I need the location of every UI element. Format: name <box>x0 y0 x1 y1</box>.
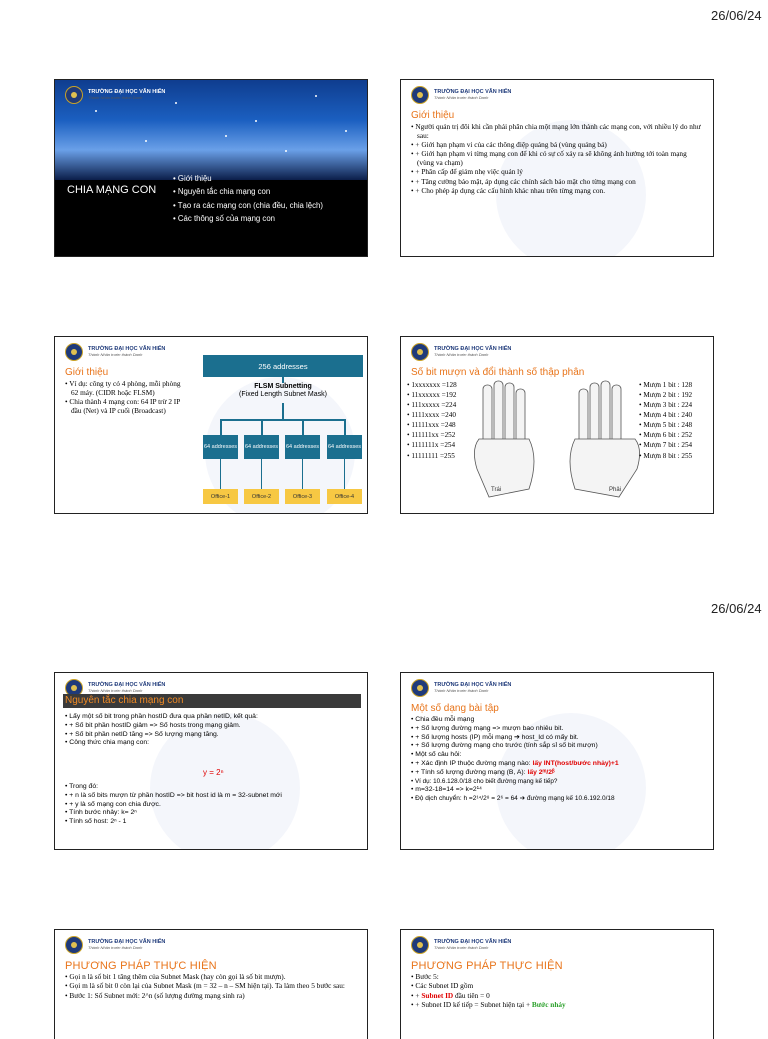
borrow-item: • Mượn 3 bit : 224 <box>639 400 692 410</box>
borrow-item: • Mượn 1 bit : 128 <box>639 380 692 390</box>
university-name: TRƯỜNG ĐẠI HỌC VĂN HIẾN <box>434 682 512 689</box>
address-block: 256 addresses <box>203 355 363 377</box>
agenda-item: • Các thông số của mạng con <box>173 212 323 225</box>
bullet-item <box>411 992 705 1001</box>
slide-bit-borrow <box>400 336 714 514</box>
hands-illustration-icon <box>469 379 645 509</box>
agenda-item: • Nguyên tắc chia mạng con <box>173 185 323 198</box>
subnet-box: 64 addresses <box>327 435 362 459</box>
slide-intro-example <box>54 336 368 514</box>
bullet-item: • + Cho phép áp dụng các cấu hình khác nhau trên từng mạng con. <box>411 187 705 196</box>
university-motto: Thành Nhân trước thành Danh <box>434 944 489 950</box>
university-motto: Thành Nhân trước thành Danh <box>88 944 143 950</box>
bullet-item: • m=32-18=14 => k=2¹⁴ <box>411 786 705 794</box>
agenda-item: • Tạo ra các mạng con (chia đều, chia lệch) <box>173 199 323 212</box>
slide-heading: Số bit mượn và đổi thành số thập phân <box>411 367 585 378</box>
slide-heading: Một số dạng bài tập <box>411 703 499 714</box>
bullet-list <box>411 123 705 197</box>
office-box: Office-4 <box>327 489 362 504</box>
slide-heading: Giới thiệu <box>411 110 455 121</box>
bullet-item: • Tính bước nhảy: k= 2ⁿ <box>65 809 359 817</box>
university-logo-icon <box>411 936 429 954</box>
step-text: + <box>415 990 422 1000</box>
hand-label-left: Trái <box>491 487 502 493</box>
university-motto: Thành Nhân trước thành Danh <box>434 687 489 693</box>
university-logo-icon <box>65 86 83 104</box>
bullet-item: • + Số lượng đường mạng => mượn bao nhiêu bit. <box>411 725 705 733</box>
bullet-item: • Độ dịch chuyển: h =2¹⁴/2⁸ = 2⁶ = 64 ➔ đường mạng kế 10.6.192.0/18 <box>411 795 705 803</box>
university-name: TRƯỜNG ĐẠI HỌC VĂN HIẾN <box>88 346 166 353</box>
university-name: TRƯỜNG ĐẠI HỌC VĂN HIẾN <box>434 346 512 353</box>
university-name: TRƯỜNG ĐẠI HỌC VĂN HIẾN <box>434 939 512 946</box>
subnet-box: 64 addresses <box>203 435 238 459</box>
flsm-name: FLSM Subnetting <box>254 383 312 390</box>
slide-method <box>54 929 368 1039</box>
university-name: TRƯỜNG ĐẠI HỌC VĂN HIẾN <box>88 682 166 689</box>
bullet-item: • Ví dụ: 10.6.128.0/18 cho biết đường mạng kế tiếp? <box>411 778 705 785</box>
bullet-item: • + Số bit phần netID tăng => Số lượng mạng tăng. <box>65 731 359 739</box>
binary-item: • 111xxxxx =224 <box>407 400 457 410</box>
bullet-item: • Trong đó: <box>65 783 359 791</box>
borrow-item: • Mượn 2 bit : 192 <box>639 390 692 400</box>
bullet-item <box>411 760 705 768</box>
university-logo-icon <box>411 86 429 104</box>
borrow-item: • Mượn 8 bit : 255 <box>639 451 692 461</box>
office-box: Office-2 <box>244 489 279 504</box>
bullet-item: • Một số câu hỏi: <box>411 751 705 759</box>
bullet-item: • Các Subnet ID gồm <box>411 982 705 991</box>
university-motto: Thành Nhân trước thành Danh <box>434 94 489 100</box>
office-box: Office-1 <box>203 489 238 504</box>
bullet-item: • Tính số host: 2ⁿ - 1 <box>65 818 359 826</box>
university-motto: Thành Nhân trước thành Danh <box>88 687 143 693</box>
bullet-item: • + Tăng cường bảo mật, áp dụng các chính sách bảo mật cho từng mạng con <box>411 178 705 187</box>
binary-item: • 1xxxxxxx =128 <box>407 380 457 390</box>
page-date: 26/06/24 <box>711 8 762 23</box>
slide-heading: Giới thiệu <box>65 367 109 378</box>
subnet-box: 64 addresses <box>244 435 279 459</box>
step-highlight: Bước nhảy <box>531 1000 566 1010</box>
page-date: 26/06/24 <box>711 601 762 616</box>
bullet-item: • + Giới hạn phạm vi từng mạng con để khi có sự cố xảy ra sẽ không ảnh hưởng tới toàn mạng (vùng va chạm) <box>411 150 705 167</box>
binary-item: • 11111111 =255 <box>407 451 457 461</box>
bullet-list <box>411 973 705 1011</box>
step-text: + Subnet ID kế tiếp = Subnet hiện tại + <box>415 1000 532 1010</box>
bullet-item: • Công thức chia mạng con: <box>65 739 359 747</box>
bullet-item: • Chia thành 4 mạng con: 64 IP trừ 2 IP đầu (Net) và IP cuối (Broadcast) <box>65 398 187 415</box>
office-box: Office-3 <box>285 489 320 504</box>
bullet-item: • + Số lượng đường mạng cho trước (tính sắp sỉ số bit mượn) <box>411 742 705 750</box>
subnet-formula: y = 2ⁿ <box>203 768 224 777</box>
bullet-item: • Gọi m là số bit 0 còn lại của Subnet Mask (m = 32 – n – SM hiện tại). Ta làm theo 5 bước sau: <box>65 982 359 991</box>
university-name: TRƯỜNG ĐẠI HỌC VĂN HIẾN <box>88 89 166 96</box>
bullet-list <box>65 783 359 827</box>
borrow-item: • Mượn 4 bit : 240 <box>639 410 692 420</box>
bullet-item: • + Số bit phần hostID giảm => Số hosts trong mạng giảm. <box>65 722 359 730</box>
university-name: TRƯỜNG ĐẠI HỌC VĂN HIẾN <box>88 939 166 946</box>
bullet-list <box>65 380 187 416</box>
bullet-item: • Ví dụ: công ty có 4 phòng, mỗi phòng 62 máy. (CIDR hoặc FLSM) <box>65 380 187 397</box>
bullet-item: • Bước 5: <box>411 973 705 982</box>
binary-list <box>407 380 457 461</box>
borrow-list <box>639 380 692 461</box>
question-text: + Tính số lượng đường mạng (B, A): <box>415 768 528 776</box>
bullet-item <box>411 1001 705 1010</box>
bullet-item: • + n là số bits mượn từ phần hostID => bit host id là m = 32-subnet mới <box>65 792 359 800</box>
university-logo-icon <box>411 343 429 361</box>
slide-title-text: CHIA MẠNG CON <box>67 184 157 196</box>
slide-principle <box>54 672 368 850</box>
slide-exercises <box>400 672 714 850</box>
university-motto: Thành Nhân trước thành Danh <box>434 351 489 357</box>
question-text: + Xác định IP thuộc đường mạng nào: <box>415 760 533 768</box>
binary-item: • 11xxxxxx =192 <box>407 390 457 400</box>
bullet-list <box>65 973 359 1001</box>
bullet-item: • Lấy một số bit trong phần hostID đưa qua phần netID, kết quả: <box>65 713 359 721</box>
bullet-item: • Người quản trị đôi khi cần phải phân chia một mạng lớn thành các mạng con, với nhiều lý do như sau: <box>411 123 705 140</box>
bullet-item: • + Phân cấp để giảm nhẹ việc quản lý <box>411 168 705 177</box>
bullet-item: • + y là số mạng con chia được. <box>65 801 359 809</box>
agenda-list <box>173 172 323 225</box>
borrow-item: • Mượn 5 bit : 248 <box>639 420 692 430</box>
bullet-item <box>411 769 705 777</box>
flsm-label <box>203 383 363 400</box>
slide-intro <box>400 79 714 257</box>
university-header <box>65 86 165 104</box>
university-name: TRƯỜNG ĐẠI HỌC VĂN HIẾN <box>434 89 512 96</box>
university-logo-icon <box>411 679 429 697</box>
bullet-list <box>65 713 359 748</box>
slide-heading: PHƯƠNG PHÁP THỰC HIỆN <box>65 960 217 972</box>
hand-label-right: Phải <box>609 487 622 493</box>
borrow-item: • Mượn 7 bit : 254 <box>639 440 692 450</box>
university-logo-icon <box>65 343 83 361</box>
binary-item: • 11111xxx =248 <box>407 420 457 430</box>
university-motto: Thành Nhân trước thành Danh <box>88 351 143 357</box>
binary-item: • 1111xxxx =240 <box>407 410 457 420</box>
slide-title <box>54 79 368 257</box>
slide-method-step5 <box>400 929 714 1039</box>
university-motto: Thành Nhân trước thành Danh <box>88 94 143 100</box>
question-answer: lấy INT(host/bước nhảy)+1 <box>532 760 619 768</box>
slide-heading: PHƯƠNG PHÁP THỰC HIỆN <box>411 960 563 972</box>
question-answer: lấy 2ᵐ/2ᵝ <box>527 768 555 776</box>
subnet-box: 64 addresses <box>285 435 320 459</box>
bullet-item: • Bước 1: Số Subnet mới: 2^n (số lượng đường mạng sinh ra) <box>65 992 359 1001</box>
binary-item: • 111111xx =252 <box>407 430 457 440</box>
step-text: đầu tiên = 0 <box>453 990 490 1000</box>
flsm-subtitle: (Fixed Length Subnet Mask) <box>239 391 327 399</box>
bullet-item: • + Số lượng hosts (IP) mỗi mạng ➔ host_Id có mấy bit. <box>411 734 705 742</box>
university-logo-icon <box>65 936 83 954</box>
borrow-item: • Mượn 6 bit : 252 <box>639 430 692 440</box>
agenda-item: • Giới thiệu <box>173 172 323 185</box>
bullet-item: • Gọi n là số bit 1 tăng thêm của Subnet Mask (hay còn gọi là số bit mượn). <box>65 973 359 982</box>
slide-heading: Nguyên tắc chia mạng con <box>63 694 361 708</box>
bullet-item: • Chia đều mỗi mạng <box>411 716 705 724</box>
bullet-item: • + Giới hạn phạm vi của các thông điệp quảng bá (vùng quảng bá) <box>411 141 705 150</box>
bullet-list <box>411 716 705 803</box>
binary-item: • 1111111x =254 <box>407 440 457 450</box>
step-highlight: Subnet ID <box>421 990 454 1000</box>
